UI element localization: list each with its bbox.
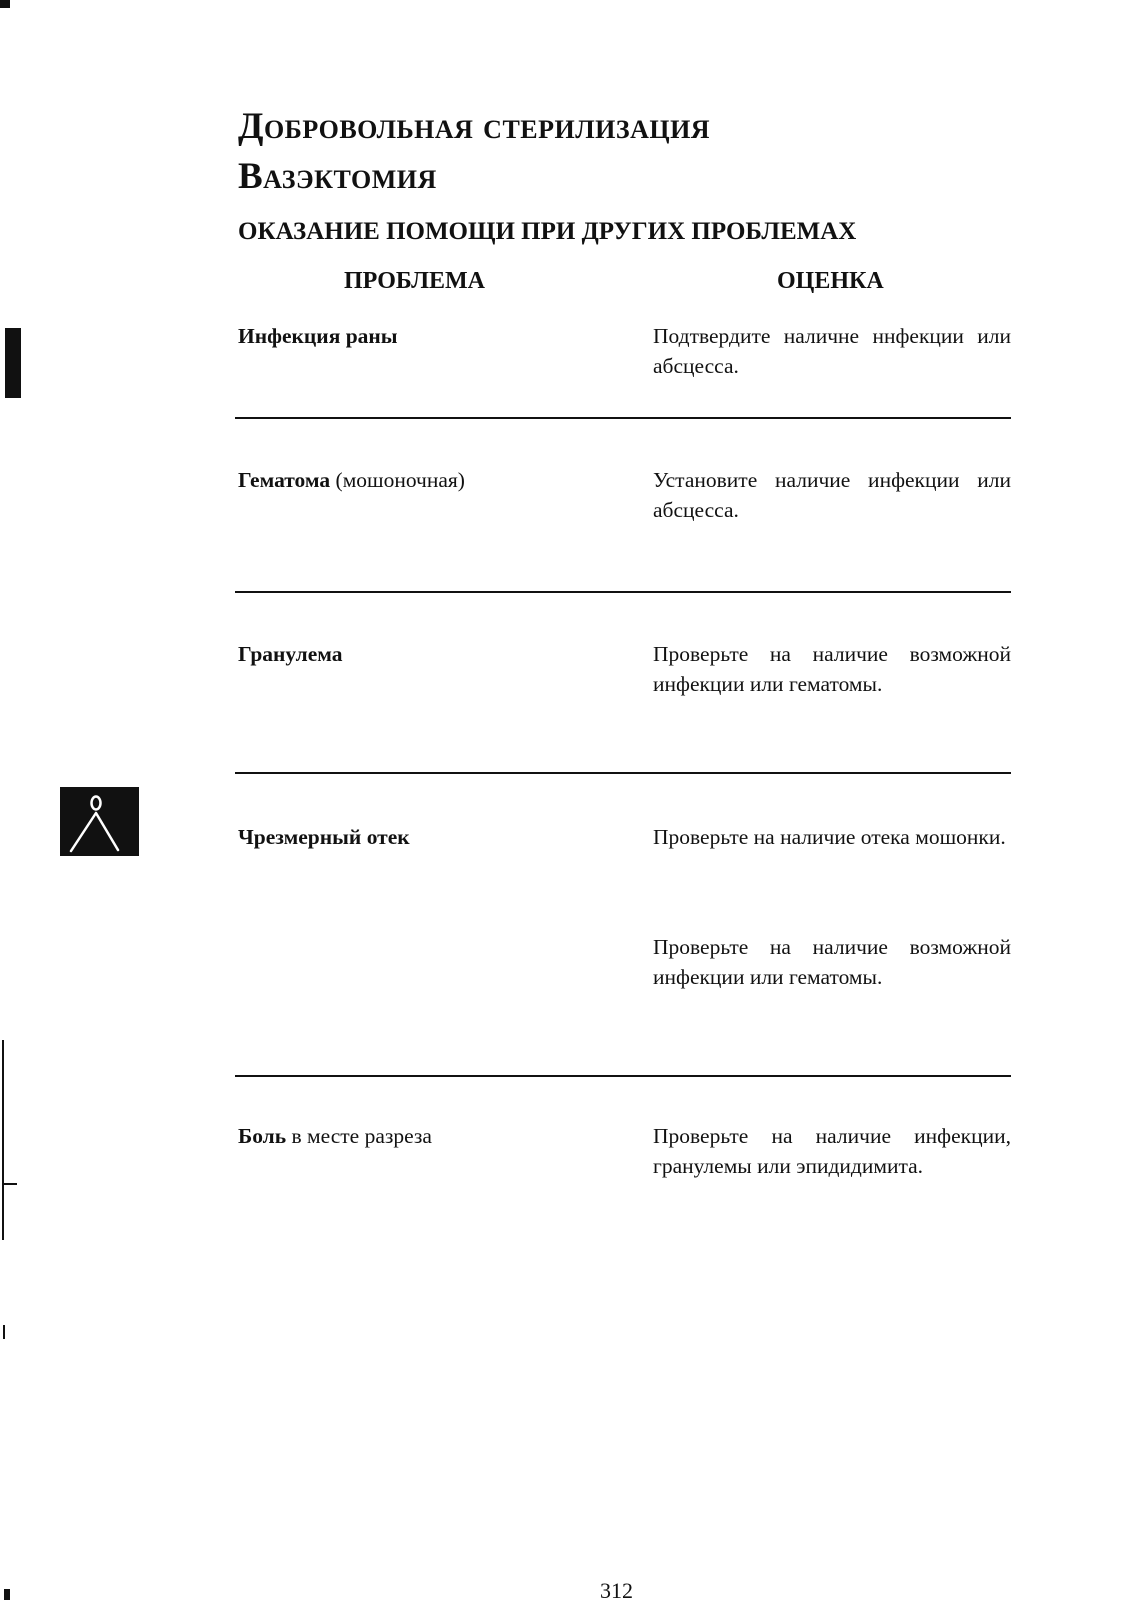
assessment-cell: Проверьте на наличие инфекции, гранулемы или эпидидимита. [653,1124,1011,1178]
row-divider [235,417,1011,419]
scan-edge-line [2,1040,4,1240]
assessment-cell: Проверьте на наличие возможной инфекции или гематомы. [653,935,1011,989]
row-divider [235,772,1011,774]
problem-cell: Инфекция раны [238,324,398,348]
assessment-cell: Установите наличие инфекции или абсцесса. [653,468,1011,522]
column-header-assessment: ОЦЕНКА [777,268,884,294]
page-title-line-2: Вазэктомия [238,156,437,197]
assessment-cell: Подтвердите наличне ннфекции или абсцесса. [653,324,1011,378]
assessment-cell: Проверьте на наличие отека мошонки. [653,825,1006,849]
scan-edge-mark [3,1325,5,1339]
assessment-cell: Проверьте на наличие возможной инфекции или гематомы. [653,642,1011,696]
problem-cell: Чрезмерный отек [238,825,410,849]
row-divider [235,1075,1011,1077]
scan-edge-mark [0,0,10,8]
page-title-line-1: Добровольная стерилизация [238,106,711,147]
scan-edge-mark [4,1589,10,1600]
row-divider [235,591,1011,593]
problem-cell: Боль в месте разреза [238,1124,432,1148]
column-header-problem: ПРОБЛЕМА [344,268,485,294]
person-figure-icon [60,787,139,856]
scan-edge-mark [5,328,21,398]
section-subtitle: ОКАЗАНИЕ ПОМОЩИ ПРИ ДРУГИХ ПРОБЛЕМАХ [238,218,857,245]
scan-edge-mark [3,1183,17,1185]
problem-cell: Гематома (мошоночная) [238,468,465,492]
problem-cell: Гранулема [238,642,343,666]
page-number: 312 [600,1578,633,1603]
